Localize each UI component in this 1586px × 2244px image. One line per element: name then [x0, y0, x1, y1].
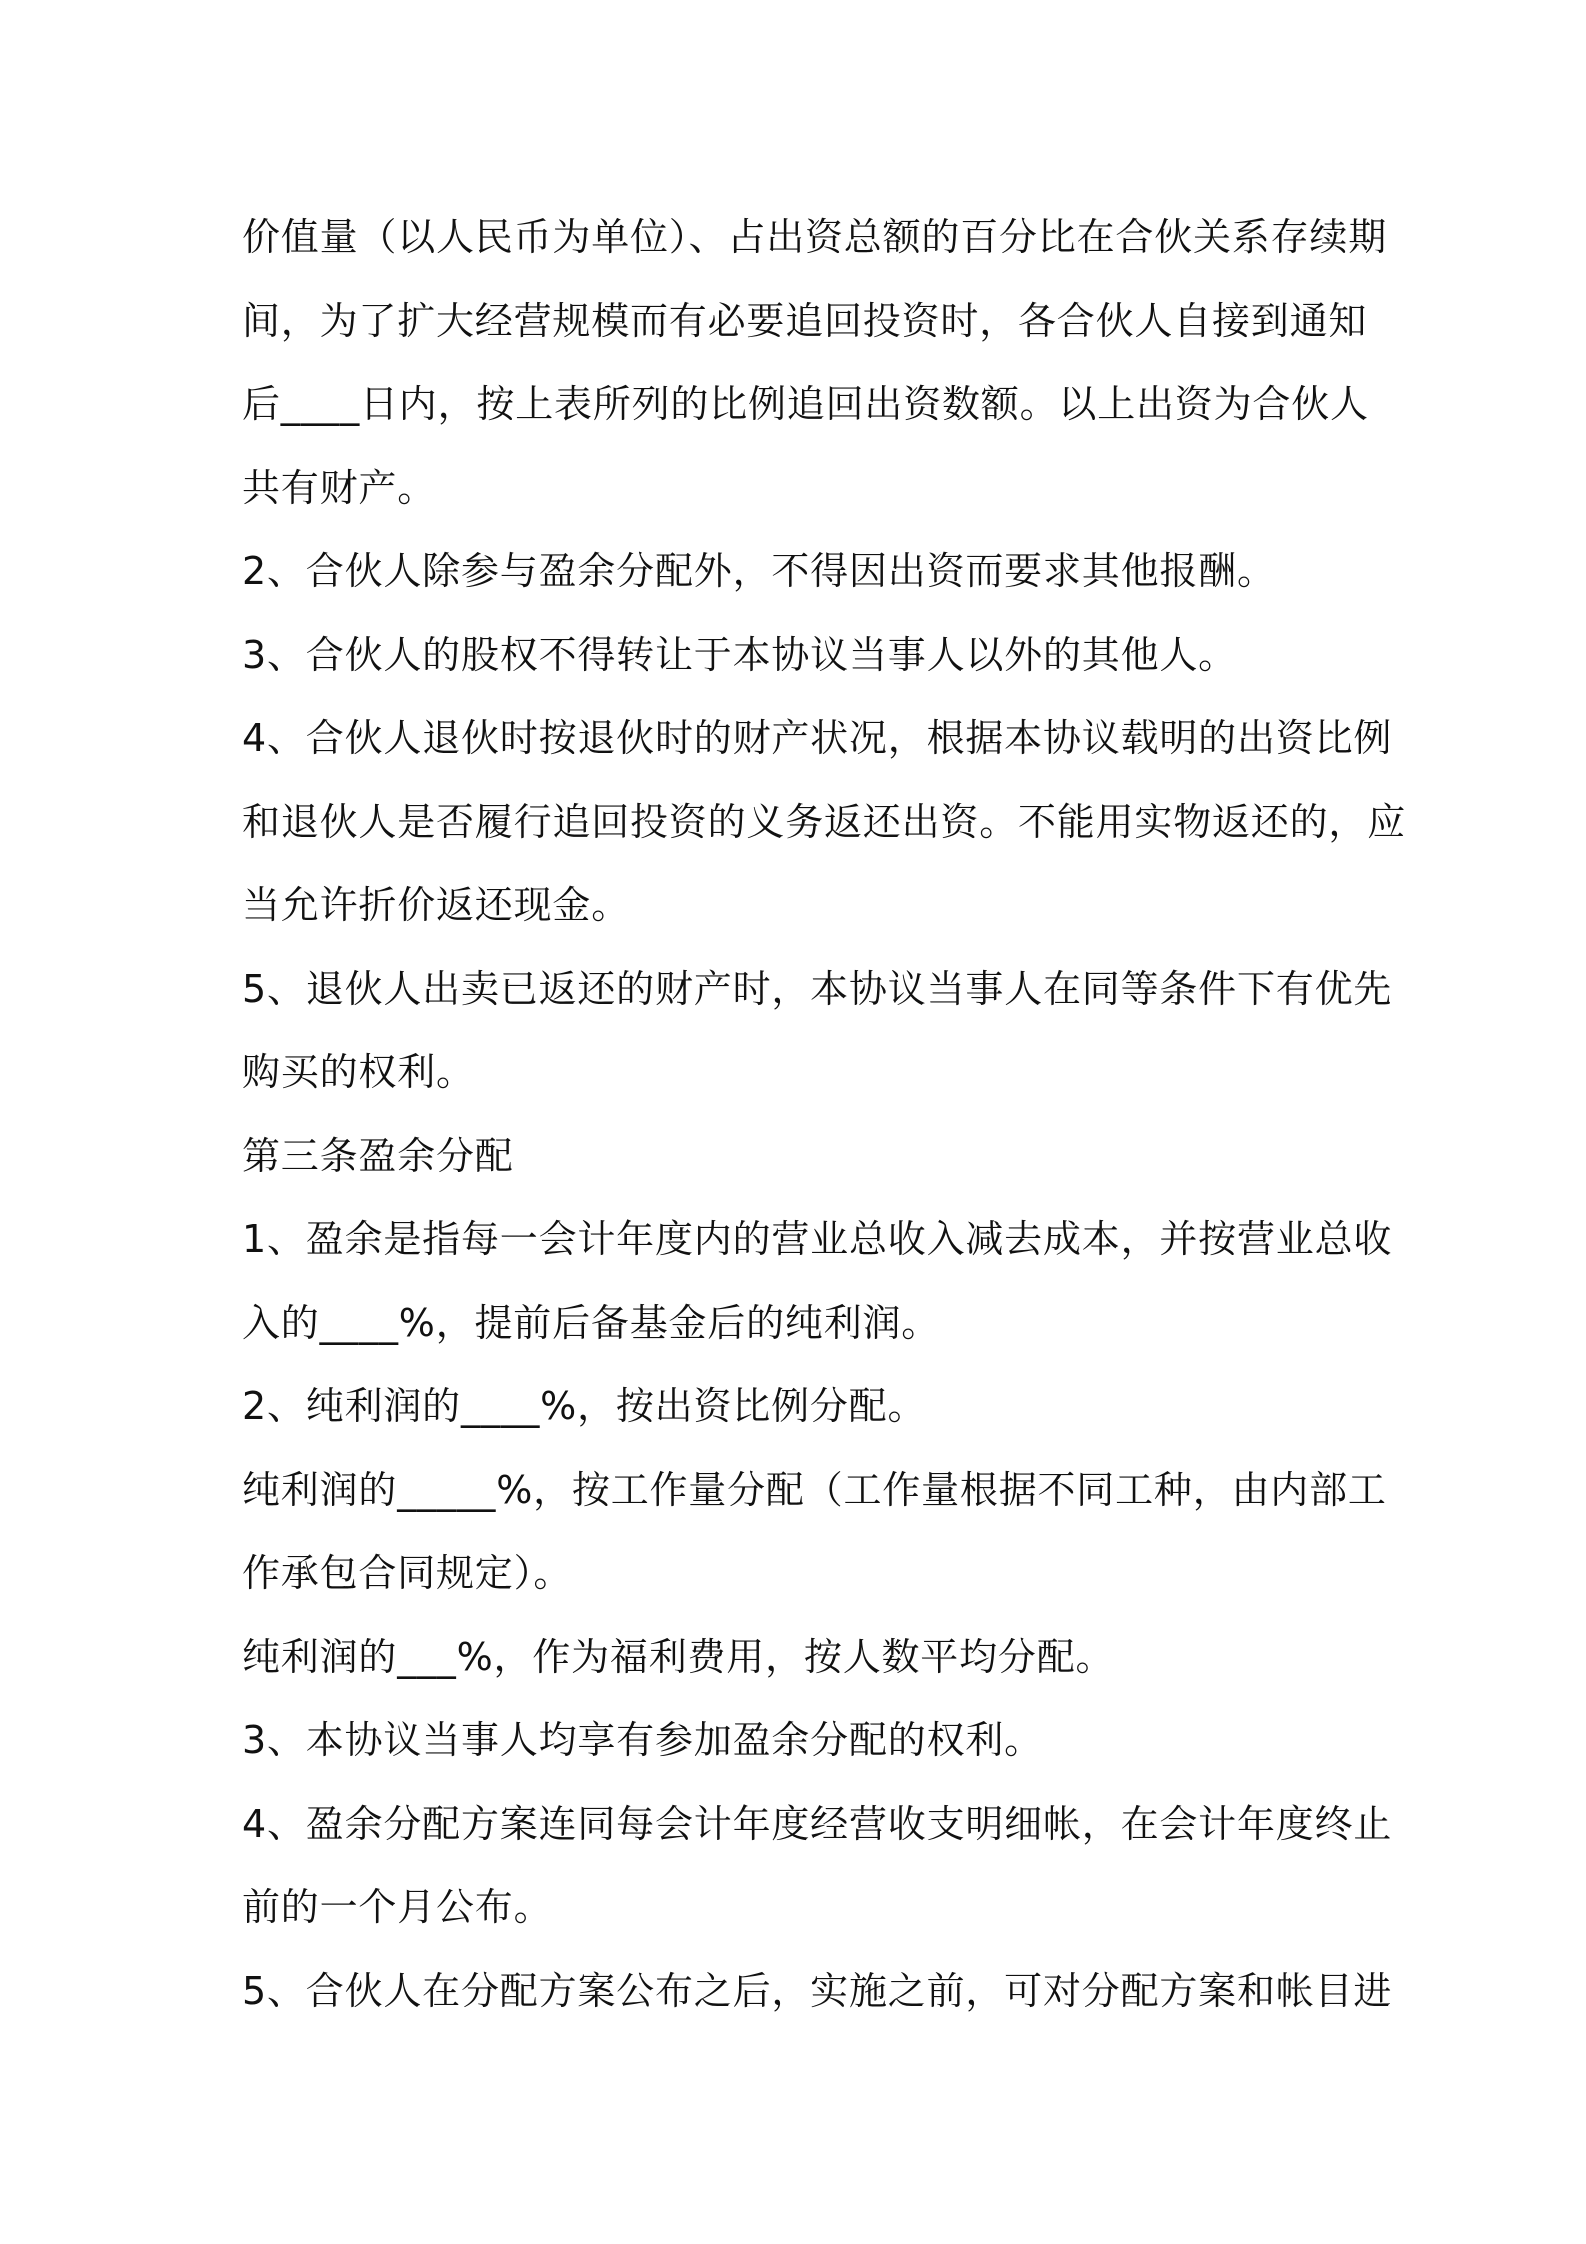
text-line: 共有财产。: [242, 465, 437, 510]
text-line: 购买的权利。: [242, 1050, 475, 1094]
clause-item-2: 2、合伙人除参与盈余分配外，不得因出资而要求其他报酬。: [242, 549, 1276, 593]
clause-item-1: 1、盈余是指每一会计年度内的营业总收入减去成本，并按营业总收: [242, 1217, 1393, 1261]
text-line: 当允许折价返还现金。: [242, 883, 631, 927]
text-line: 前的一个月公布。: [242, 1885, 553, 1929]
text-line: 后____日内，按上表所列的比例追回出资数额。以上出资为合伙人: [242, 382, 1369, 426]
document-body: [242, 196, 1407, 2033]
section-heading: 第三条盈余分配: [242, 1133, 514, 1178]
clause-item-3: 3、合伙人的股权不得转让于本协议当事人以外的其他人。: [242, 632, 1237, 677]
text-line: 纯利润的_____%，按工作量分配（工作量根据不同工种，由内部工: [242, 1467, 1387, 1512]
text-line: 入的____%，提前后备基金后的纯利润。: [242, 1300, 941, 1345]
text-line: 间，为了扩大经营规模而有必要追回投资时，各合伙人自接到通知: [242, 298, 1368, 343]
clause-item-5: 5、退伙人出卖已返还的财产时，本协议当事人在同等条件下有优先: [242, 966, 1393, 1011]
clause-item-2: 2、纯利润的____%，按出资比例分配。: [242, 1384, 927, 1428]
clause-item-3: 3、本协议当事人均享有参加盈余分配的权利。: [242, 1718, 1043, 1762]
clause-item-5: 5、合伙人在分配方案公布之后，实施之前，可对分配方案和帐目进: [242, 1968, 1393, 2013]
text-line: 和退伙人是否履行追回投资的义务返还出资。不能用实物返还的，应: [242, 799, 1407, 844]
text-line: 纯利润的___%，作为福利费用，按人数平均分配。: [242, 1634, 1115, 1679]
clause-item-4: 4、合伙人退伙时按退伙时的财产状况，根据本协议载明的出资比例: [242, 716, 1393, 760]
text-line: 价值量（以人民币为单位）、占出资总额的百分比在合伙关系存续期: [242, 215, 1388, 259]
text-line: 作承包合同规定）。: [242, 1551, 573, 1595]
clause-item-4: 4、盈余分配方案连同每会计年度经营收支明细帐，在会计年度终止: [242, 1801, 1393, 1846]
